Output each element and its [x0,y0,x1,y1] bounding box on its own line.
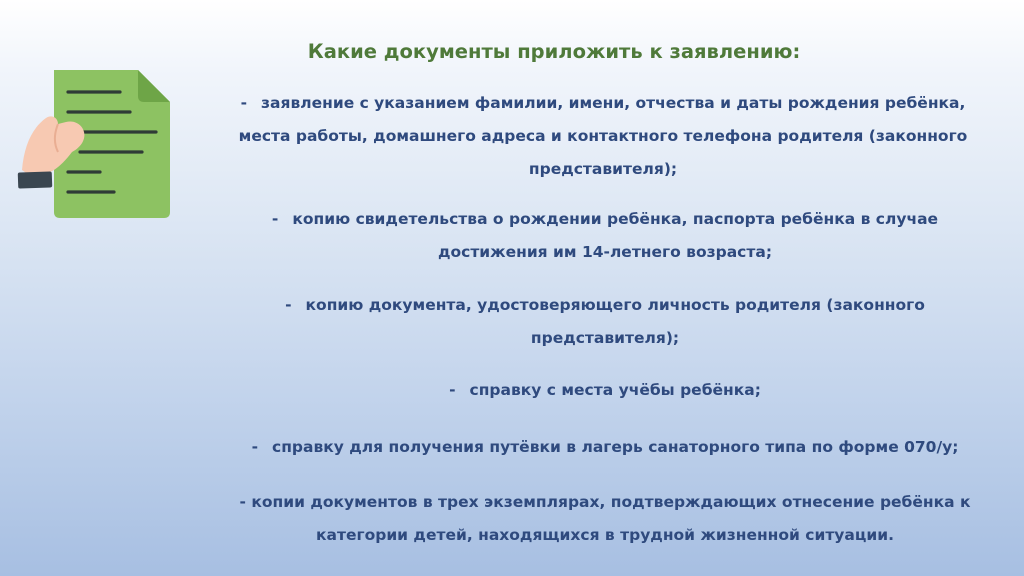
sleeve-cuff [18,171,53,188]
document-list-item [200,431,1010,464]
item-text-line: достижения им 14-летнего возраста; [437,243,773,261]
document-list-item [200,289,1010,355]
item-text-line: копию документа, удостоверяющего личность родителя (законного [305,296,925,314]
bullet-dash: - [251,438,258,456]
item-text-line: места работы, домашнего адреса и контактного телефона родителя (законного [238,127,968,145]
document-list-item [200,486,1010,552]
slide-title: Какие документы приложить к заявлению: [307,40,801,63]
item-text-line: справку с места учёбы ребёнка; [469,381,761,399]
item-text-line: представителя); [528,160,678,178]
item-text-line: представителя); [530,329,680,347]
item-text-line: категории детей, находящихся в трудной жизненной ситуации. [316,526,894,544]
bullet-dash: - [271,210,279,228]
item-text-line: заявление с указанием фамилии, имени, отчества и даты рождения ребёнка, [261,94,966,112]
bullet-dash: - [285,296,292,314]
document-list-item [200,203,1010,269]
item-text-line: справку для получения путёвки в лагерь санаторного типа по форме 070/у; [272,438,959,456]
item-text-line: копии документов в трех экземплярах, подтверждающих отнесение ребёнка к [251,493,971,511]
document-list-item [208,87,998,186]
hand-holding-document-icon [14,62,174,224]
bullet-dash: - [449,381,456,399]
document-list-item [200,374,1010,407]
document-fold [138,70,170,102]
item-text-line: копию свидетельства о рождении ребёнка, паспорта ребёнка в случае [292,210,939,228]
bullet-dash: - [239,493,246,511]
bullet-dash: - [240,94,248,112]
